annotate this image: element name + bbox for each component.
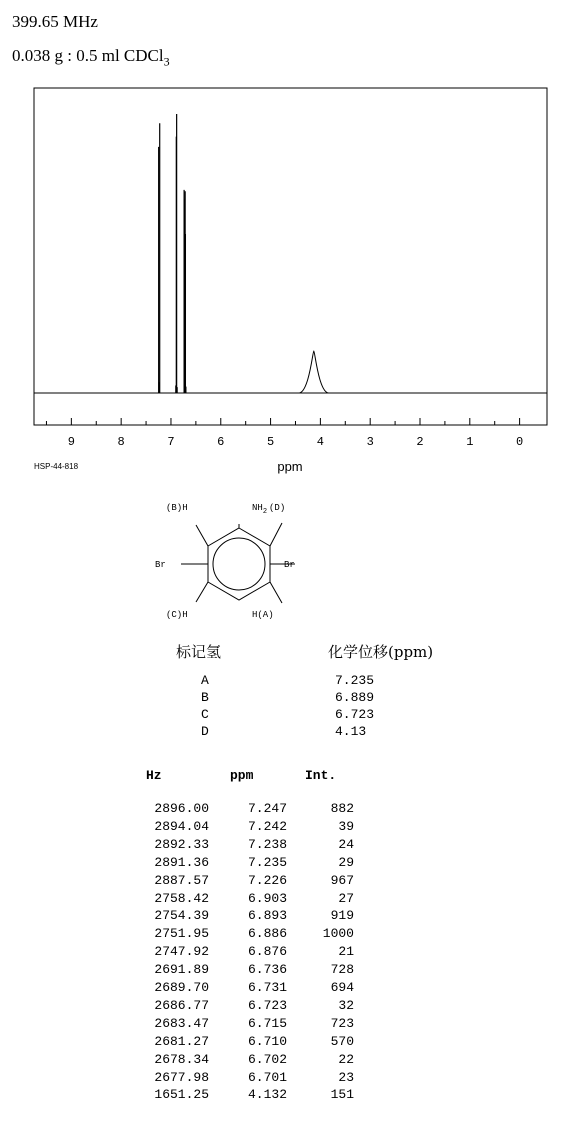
peak-hz: 2678.34 — [154, 1051, 209, 1067]
peak-ppm: 6.731 — [247, 980, 287, 995]
peak-ppm: 6.876 — [247, 944, 287, 960]
label-NH: NH — [252, 503, 263, 513]
bond-BH — [196, 525, 208, 546]
x-tick-label: 6 — [217, 435, 225, 449]
peak-int: 29 — [338, 854, 354, 870]
label-D: (D) — [269, 503, 286, 513]
peak-hz: 2686.77 — [154, 997, 209, 1013]
x-tick-label: 5 — [266, 435, 275, 449]
assignment-label: A — [201, 673, 209, 688]
spectrometer-frequency: 399.65 MHz — [12, 12, 98, 31]
peak-hz: 2896.00 — [154, 801, 209, 816]
label-Br-left: Br — [155, 560, 166, 570]
peak-header-ppm: ppm — [230, 768, 254, 783]
peak-hz: 2681.27 — [154, 1033, 209, 1049]
label-Br-right: Br — [284, 560, 295, 570]
peak-ppm: 6.886 — [247, 926, 287, 942]
assignment-col1-header: 标记氢 — [176, 643, 222, 661]
peak-hz: 2677.98 — [154, 1069, 209, 1085]
x-tick-label: 7 — [167, 435, 175, 449]
assignment-shift: 4.13 — [335, 724, 367, 739]
x-tick-label: 0 — [516, 435, 524, 449]
concentration-subscript: 3 — [163, 54, 170, 69]
aromatic-circle — [213, 538, 265, 590]
peak-ppm: 7.235 — [247, 854, 287, 870]
peak-int: 39 — [338, 818, 354, 834]
peak-int: 919 — [330, 908, 354, 924]
peak-header-int: Int. — [305, 768, 337, 783]
peak-ppm: 7.242 — [247, 818, 287, 834]
bond-HA — [270, 582, 282, 603]
peak-int: 22 — [338, 1051, 354, 1067]
peak-ppm: 6.701 — [247, 1069, 287, 1085]
peak-hz: 2891.36 — [154, 854, 209, 870]
assignment-shift: 7.235 — [335, 673, 375, 688]
assignment-label: B — [201, 690, 209, 705]
peak-hz: 2758.42 — [154, 890, 209, 906]
peak-hz: 2747.92 — [154, 944, 209, 960]
benzene-ring — [208, 528, 270, 600]
peak-ppm: 7.238 — [247, 836, 287, 852]
peak-ppm: 4.132 — [247, 1087, 287, 1103]
spectrum-code: HSP-44-818 — [34, 462, 79, 471]
label-CH: (C)H — [166, 610, 188, 620]
assignment-shift: 6.723 — [335, 707, 375, 722]
peak-int: 967 — [330, 872, 354, 888]
peak-hz: 1651.25 — [154, 1087, 209, 1103]
assignment-label: D — [201, 724, 209, 739]
x-tick-label: 2 — [416, 435, 424, 449]
concentration-text: 0.038 g : 0.5 ml CDCl — [12, 46, 164, 65]
label-BH: (B)H — [166, 503, 188, 513]
x-tick-label: 1 — [466, 435, 474, 449]
label-HA: H(A) — [252, 610, 274, 620]
peak-hz: 2892.33 — [154, 836, 209, 852]
peak-int: 694 — [330, 980, 354, 995]
peak-int: 570 — [330, 1033, 354, 1049]
bond-CH — [196, 582, 208, 602]
peak-int: 23 — [338, 1069, 354, 1085]
peak-header-hz: Hz — [146, 768, 162, 783]
peak-ppm: 6.736 — [247, 962, 287, 978]
x-tick-label: 3 — [366, 435, 374, 449]
assignment-shift: 6.889 — [335, 690, 375, 705]
peak-hz: 2887.57 — [154, 872, 209, 888]
peak-int: 32 — [338, 997, 354, 1013]
peak-int: 151 — [330, 1087, 354, 1103]
peak-ppm: 6.723 — [247, 997, 287, 1013]
peak-ppm: 6.715 — [247, 1015, 287, 1031]
peak-hz: 2691.89 — [154, 962, 209, 978]
peak-ppm: 6.702 — [247, 1051, 287, 1067]
x-axis-label: ppm — [277, 459, 303, 474]
peak-hz: 2689.70 — [154, 980, 209, 995]
peak-int: 728 — [330, 962, 354, 978]
peak-hz: 2683.47 — [154, 1015, 209, 1031]
peak-ppm: 6.710 — [247, 1033, 287, 1049]
peak-int: 21 — [338, 944, 354, 960]
peak-hz: 2751.95 — [154, 926, 209, 942]
x-tick-label: 9 — [67, 435, 75, 449]
peak-int: 723 — [330, 1015, 354, 1031]
peak-int: 882 — [330, 801, 354, 816]
x-tick-label: 4 — [316, 435, 324, 449]
peak-int: 27 — [338, 890, 354, 906]
peak-ppm: 7.247 — [247, 801, 287, 816]
peak-ppm: 7.226 — [247, 872, 287, 888]
peak-hz: 2754.39 — [154, 908, 209, 924]
assignment-col2-header: 化学位移(ppm) — [328, 643, 434, 661]
peak-int: 24 — [338, 836, 354, 852]
peak-hz: 2894.04 — [154, 818, 209, 834]
peak-ppm: 6.903 — [247, 890, 287, 906]
bond-NH2 — [270, 523, 282, 546]
label-NH2-sub: 2 — [262, 508, 268, 516]
peak-int: 1000 — [322, 926, 354, 942]
assignment-label: C — [201, 707, 209, 722]
label-NH2 — [252, 503, 285, 516]
peak-ppm: 6.893 — [247, 908, 287, 924]
x-tick-label: 8 — [117, 435, 125, 449]
